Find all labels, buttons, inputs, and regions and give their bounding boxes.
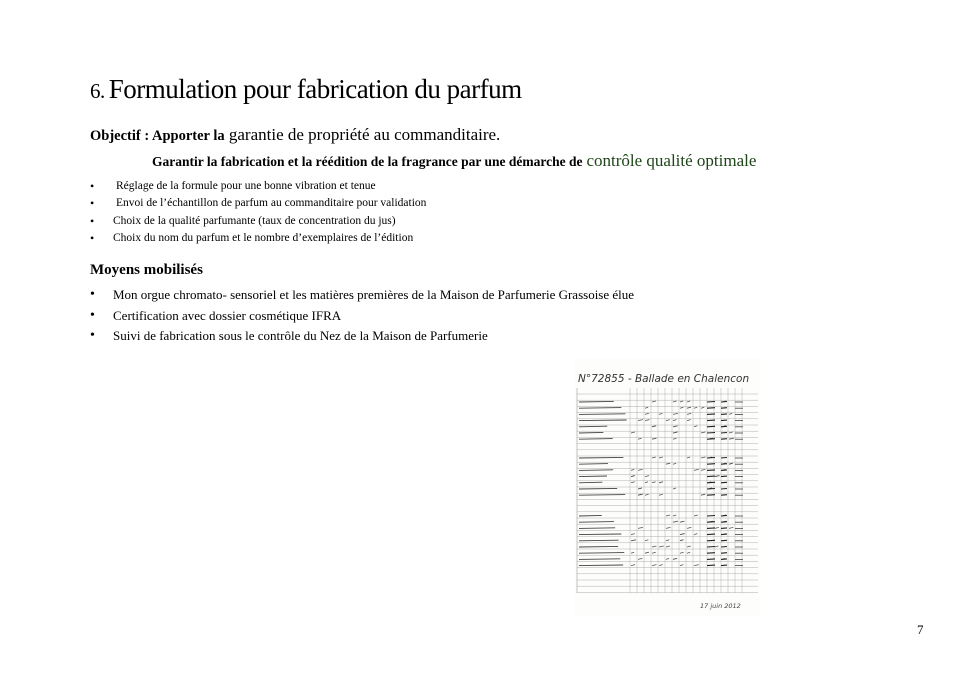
sheet-grid-line [680,407,683,408]
sheet-grid-line [707,522,715,523]
sheet-grid-line [707,553,715,554]
sheet-grid-line [721,402,727,403]
section-number: 6. [90,79,105,103]
sheet-grid-line [707,565,715,566]
sheet-grid-line [673,413,678,414]
sheet-grid-line [652,482,656,483]
objectif-rest: garantie de propriété au commanditaire. [228,125,501,144]
sheet-grid-line [680,521,684,522]
sheet-grid-line [666,463,670,464]
sheet-grid-line [673,438,677,439]
sheet-grid-line [707,482,715,483]
sheet-grid-line [652,438,656,439]
sheet-grid-line [701,432,705,433]
sheet-grid-line [729,463,733,464]
garantir-line [152,151,756,171]
sheet-grid-line [721,426,727,427]
sheet-grid-line [579,457,623,458]
sheet-grid-line [666,558,669,559]
sheet-grid-line [707,426,715,427]
sheet-grid-line [638,558,642,559]
sheet-grid-line [707,458,715,459]
sheet-grid-line [579,401,614,402]
sheet-grid-line [652,552,656,553]
sheet-grid-line [707,559,715,560]
sheet-grid-line [666,540,669,541]
sheet-grid-line [645,482,648,483]
sheet-grid-line [579,420,627,421]
list-item: • Choix de la qualité parfumante (taux de concentration du jus) [90,213,426,230]
sheet-grid-line [652,426,656,427]
sheet-grid-line [579,553,624,554]
sheet-grid-line [659,565,663,566]
sheet-grid-line [694,407,697,408]
sheet-grid-line [673,515,676,516]
sheet-grid-line [659,494,663,495]
sheet-grid-line [721,433,727,434]
objectif-lead: Objectif : Apporter la [90,128,225,144]
sheet-grid-line [659,457,663,458]
sheet-grid-line [707,433,715,434]
sheet-grid-line [579,426,607,427]
page-title [90,74,522,105]
sheet-grid-line [659,482,663,483]
sheet-grid-line [707,547,715,548]
sheet-grid-line [579,432,603,433]
sheet-grid-line [721,408,727,409]
sheet-grid-line [645,407,648,408]
sheet-grid-line [673,401,677,402]
sheet-grid-line [579,540,619,541]
sheet-grid-line [721,540,727,541]
section-title: Formulation pour fabrication du parfum [108,74,522,104]
sheet-grid-line [673,521,678,522]
sheet-grid-line [645,494,649,495]
sheet-grid-line [687,552,690,553]
sheet-grid-line [638,469,643,470]
sheet-grid-line [721,547,727,548]
sheet-grid-line [579,534,621,535]
sheet-grid-line [707,528,715,529]
sheet-grid-line [659,413,662,414]
sheet-grid-line [721,565,727,566]
sheet-grid-line [729,432,733,433]
sheet-grid-line [721,528,727,529]
list-item: • Mon orgue chromato- sensoriel et les matières premières de la Maison de Parfumerie Grassoise élue [90,285,634,306]
sheet-grid-line [721,516,727,517]
sheet-grid-line [673,488,676,489]
sheet-grid-line [652,546,656,547]
sheet-grid-line [707,414,715,415]
sheet-grid-line [721,414,727,415]
sheet-grid-line [721,420,727,421]
sheet-grid-line [701,457,705,458]
sheet-grid-line [707,495,715,496]
sheet-grid-line [579,495,625,496]
sheet-grid-line [645,552,649,553]
list-item: • Certification avec dossier cosmétique IFRA [90,306,634,327]
garantir-highlight: contrôle qualité optimale [586,151,757,170]
sheet-grid-line [638,494,641,495]
sheet-grid-line [579,488,617,489]
sheet-grid-line [638,527,643,528]
sheet-grid-line [707,420,715,421]
sheet-grid-line [721,482,727,483]
sheet-grid-line [687,413,691,414]
sheet-grid-line [687,401,690,402]
sheet-grid-line [579,414,625,415]
sheet-grid-line [645,476,649,477]
sheet-grid-line [707,470,715,471]
sheet-grid-line [579,515,602,516]
sheet-grid-line [721,489,727,490]
sheet-grid-line [707,464,715,465]
sheet-grid-line [721,458,727,459]
sheet-grid-line [645,540,648,541]
sheet-grid-line [707,408,715,409]
sheet-grid-line [729,438,734,439]
list-item: • Choix du nom du parfum et le nombre d’exemplaires de l’édition [90,230,426,247]
sheet-grid-line [579,470,613,471]
sheet-grid-line [721,559,727,560]
sheet-grid-line [680,565,683,566]
sheet-grid-line [680,540,683,541]
sheet-grid-line [687,407,691,408]
sheet-grid-line [666,527,671,528]
objectif-line [90,125,500,145]
sheet-grid-line [721,439,727,440]
list-item: • Réglage de la formule pour une bonne vibration et tenue [90,178,426,195]
sheet-grid-line [715,546,718,547]
sheet-grid-line [707,476,715,477]
sheet-grid-line [680,534,685,535]
sheet-grid-line [666,515,670,516]
sheet-grid-line [673,432,678,433]
sheet-grid-line [721,553,727,554]
sheet-grid-line [707,402,715,403]
sheet-grid-line [673,426,678,427]
sheet-grid-line [694,469,699,470]
sheet-grid-line [638,488,642,489]
sheet-grid-line [631,565,635,566]
sheet-grid-line [579,546,618,547]
sheet-grid-line [579,522,614,523]
sheet-grid-line [579,476,607,477]
sheet-grid-line [631,552,634,553]
sheet-grid-line [721,470,727,471]
sheet-grid-line [579,528,615,529]
sheet-grid-line [631,540,636,541]
moyens-list [90,285,634,347]
sheet-grid-line [694,515,698,516]
moyens-title: Moyens mobilisés [90,262,203,278]
sheet-grid-line [707,516,715,517]
sheet-grid-line [579,408,621,409]
sheet-grid-line [694,534,697,535]
formula-sheet-header: N°72855 - Ballade en Chalencon [578,373,750,385]
sheet-grid-line [652,565,656,566]
list-item: • Suivi de fabrication sous le contrôle du Nez de la Maison de Parfumerie [90,326,634,347]
sheet-grid-line [721,464,727,465]
sheet-grid-line [721,495,727,496]
sheet-grid-line [579,439,613,440]
objectif-list [90,178,426,247]
sheet-grid-line [707,534,715,535]
sheet-grid-line [579,565,623,566]
sheet-grid-line [673,420,676,421]
sheet-grid-line [721,522,727,523]
sheet-grid-line [638,420,643,421]
sheet-grid-line [666,420,670,421]
sheet-grid-line [715,476,720,477]
sheet-grid-line [631,469,634,470]
sheet-grid-line [673,558,676,559]
sheet-grid-line [701,469,705,470]
sheet-grid-line [701,494,705,495]
sheet-grid-line [707,439,715,440]
sheet-grid-line [579,464,608,465]
sheet-grid-line [694,565,699,566]
sheet-grid-line [680,552,684,553]
sheet-grid-line [631,432,635,433]
sheet-grid-line [694,426,697,427]
sheet-grid-line [687,420,691,421]
sheet-grid-line [645,420,650,421]
sheet-grid-line [659,546,664,547]
sheet-grid-line [707,489,715,490]
sheet-grid-line [666,546,670,547]
sheet-grid-line [680,401,683,402]
sheet-grid-line [729,527,733,528]
sheet-grid-line [631,482,635,483]
sheet-grid-line [579,482,602,483]
sheet-grid-line [707,540,715,541]
sheet-grid-line [673,463,676,464]
sheet-grid-line [715,527,719,528]
list-item: • Envoi de l’échantillon de parfum au commanditaire pour validation [90,195,426,212]
sheet-grid-line [701,407,704,408]
sheet-grid-line [687,546,691,547]
sheet-grid-line [721,476,727,477]
sheet-grid-line [652,457,656,458]
page-number: 7 [917,622,924,637]
sheet-grid-line [645,413,649,414]
sheet-grid-line [729,413,732,414]
sheet-grid-line [687,457,690,458]
sheet-grid-line [631,534,635,535]
sheet-grid-line [579,559,620,560]
sheet-grid-line [638,438,642,439]
sheet-grid-line [687,527,691,528]
formula-sheet-date: 17 juin 2012 [700,602,741,610]
sheet-grid-line [652,401,656,402]
sheet-grid-line [631,476,635,477]
formula-sheet-image [575,358,760,616]
garantir-lead: Garantir la fabrication et la réédition de la fragrance par une démarche de [152,154,583,169]
sheet-grid-line [721,534,727,535]
